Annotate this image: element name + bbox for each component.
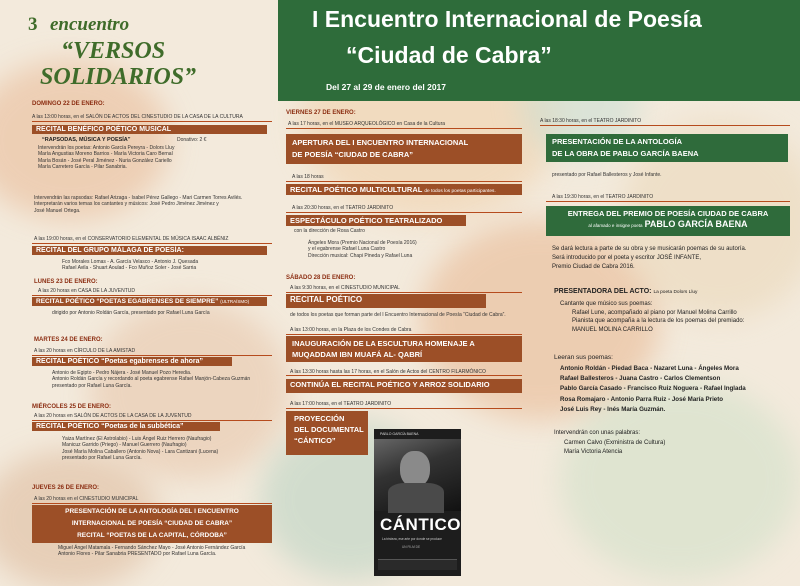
rapsodas-list: Intervendrán las rapsodas: Rafael Arizaga - Isabel Pérez Gallego - Mari Carmen Torres Avilés. Interpretarán varios temas los cantantes y músicos: José Pedro Jiménez Jiménez y José Manuel Ortega. (34, 195, 243, 214)
venue-thursday: A las 20 horas en el CINESTUDIO MUNICIPAL (34, 496, 139, 502)
cantico-poster (374, 429, 461, 576)
event-presentacion-antologia-i-encuentro: PRESENTACIÓN DE LA ANTOLOGÍA DEL I ENCUENTRO INTERNACIONAL DE POESÍA “CIUDAD DE CABRA” RECITAL “POETAS DE LA CAPITAL, CÓRDOBA” (32, 505, 272, 543)
readers-heading: Leeran sus poemas: (554, 354, 613, 361)
logo-title-line2: SOLIDARIOS” (40, 64, 197, 90)
venue-friday-3: A las 20:30 horas, en el TEATRO JARDINITO (292, 205, 394, 211)
event-recital-poetico-saturday: RECITAL POÉTICO (286, 294, 486, 308)
page-subtitle: “Ciudad de Cabra” (346, 42, 552, 68)
event-apertura: APERTURA DEL I ENCUENTRO INTERNACIONAL DE POESÍA “CIUDAD DE CABRA” (286, 134, 522, 164)
event-recital-benefico: RECITAL BENÉFICO POÉTICO MUSICAL (32, 125, 267, 134)
words-list: Carmen Calvo (Exministra de Cultura) María Victoria Atencia (564, 440, 666, 455)
venue-saturday-4: A las 17:00 horas, en el TEATRO JARDINITO (290, 401, 392, 407)
venue-saturday-1: A las 9:30 horas, en el CINESTUDIO MUNICIPAL (290, 285, 400, 291)
date-tuesday: MARTES 24 DE ENERO: (34, 337, 103, 343)
wednesday-poets-list: Yaiza Martínez (El Astrolabio) - Luis Ángel Ruiz Herrero (Naufragio) Manicuz Garrido (Priego) - Manuel Guerrero (Naufragio) José María Molina Caballero (Antonio Nova) - Lara Cantizani (Lucena) presentado por Rafael Luna García. (62, 436, 219, 462)
donation-label: Donativo: 2 € (177, 137, 207, 143)
music-credits: Cantante que músico sus poemas: Rafael Lune, acompañado al piano por Manuel Molina Carrillo Pianista que acompaña a la lectura de los poemas del premiado: MANUEL MOLINA CARRILLO (560, 301, 745, 333)
presenter-heading: PRESENTADORA DEL ACTO: La poeta Dolors Lluy (554, 288, 698, 295)
page-title: I Encuentro Internacional de Poesía (312, 6, 702, 32)
venue-friday-2: A las 18 horas (292, 174, 324, 180)
event-dates: Del 27 al 29 de enero del 2017 (326, 82, 447, 92)
event-arroz-solidario: CONTINÚA EL RECITAL POÉTICO Y ARROZ SOLIDARIO (286, 379, 522, 393)
date-thursday: JUEVES 26 DE ENERO: (32, 485, 100, 491)
words-heading: Intervendrán con unas palabras: (554, 430, 641, 436)
premio-description: Se dará lectura a parte de su obra y se musicarán poemas de su autoría. Será introducido por el poeta y escritor JOSÉ INFANTE, Premio Ciudad de Cabra 2016. (552, 246, 747, 270)
event-presentacion-antologia-garcia-baena: PRESENTACIÓN DE LA ANTOLOGÍA DE LA OBRA DE PABLO GARCÍA BAENA (546, 134, 788, 162)
event-grupo-malaga: RECITAL DEL GRUPO MÁLAGA DE POESÍA: (32, 246, 267, 255)
venue-monday: A las 20 horas en CASA DE LA JUVENTUD (38, 288, 135, 294)
event-entrega-premio: ENTREGA DEL PREMIO DE POESÍA CIUDAD DE CABRA al afamado e insigne poeta PABLO GARCÍA BAENA (546, 206, 790, 236)
poster-tagline: La tristeza, ese arte por donde se produce (382, 537, 442, 541)
venue-sunday-morning: A las 13:00 horas, en el SALÓN DE ACTOS DEL CINESTUDIO DE LA CASA DE LA CULTURA (32, 114, 243, 120)
portrait-photo (374, 439, 461, 511)
event-recital-benefico-subtitle: “RAPSODAS, MÚSICA Y POESÍA” (42, 137, 131, 143)
venue-tuesday: A las 20 horas en CÍRCULO DE LA AMISTAD (34, 348, 136, 354)
edition-word: encuentro (50, 14, 130, 35)
espectaculo-participants: Ángeles Mora (Premio Nacional de Poesía 2016) y el egabrense Rafael Luna Castro Dirección musical: Chapi Pineda y Rafael Luna (308, 240, 417, 259)
thursday-poets-list: Miguel Ángel Matamala - Fernando Sánchez Mayo - José Antonio Fernández García Antonio Flores - Pilar Sanabria PRESENTADO por Rafael Luna García. (58, 545, 246, 558)
venue-saturday-3: A las 13:30 horas hasta las 17 horas, en el Salón de Actos del CENTRO FILARMÓNICO (290, 369, 486, 375)
event-poetas-subbetica: RECITAL POÉTICO “Poetas de la subbética” (32, 422, 220, 431)
event-poetas-egabrenses-ahora: RECITAL POÉTICO “Poetas egabrenses de ahora” (32, 357, 232, 366)
poets-list-sunday: Intervendrán los poetas: Antonio García Pereyra - Dolors Lluy María Angustias Moreno Barrios - María Victoria Caro Bernal María Bosán - José Peral Jiménez - Nuria González Cariello María Carretero García - Pilar Sanabria. (38, 145, 175, 171)
event-recital-multicultural: RECITAL POÉTICO MULTICULTURAL de todos los poetas participantes. (286, 184, 522, 195)
event-logo (6, 8, 276, 94)
tuesday-poets-list: Antonio de Egipto - Pedro Nájera - José Manuel Pozo Heredia. Antonio Roldán García y recordando al poeta egabrense Rafael Manjón-Cabeza Guzmán presentado por Rafael Luna García. (52, 370, 251, 389)
event-poetas-egabrenses-siempre: RECITAL POÉTICO “POETAS EGABRENSES DE SIEMPRE” (ULTRAÍSMO) (32, 297, 267, 306)
venue-sunday-evening: A las 19:00 horas, en el CONSERVATORIO ELEMENTAL DE MÚSICA ISAAC ALBÉNIZ (34, 236, 229, 242)
edition-number: 3 (28, 14, 38, 35)
venue-saturday-6: A las 19:30 horas, en el TEATRO JARDINITO (552, 194, 654, 200)
venue-saturday-2: A las 13:00 horas, en la Plaza de los Condes de Cabra (290, 327, 412, 333)
venue-friday-1: A las 17 horas, en el MUSEO ARQUEOLÓGICO en Casa de la Cultura (288, 121, 446, 127)
date-saturday: SÁBADO 28 DE ENERO: (286, 275, 356, 281)
monday-director: dirigido por Antonio Roldán García, presentado por Rafael Luna García (52, 310, 210, 316)
venue-saturday-5: A las 18:30 horas, en el TEATRO JARDINITO (540, 118, 642, 124)
readers-list: Antonio Roldán - Piedad Baca - Nazaret Luna - Ángeles Mora Rafael Ballesteros - Juana Castro - Carlos Clementson Pablo García Casado - Francisco Ruiz Noguera - Rafael Inglada Rosa Romajaro - Antonio Parra Ruiz - José María Prieto José Luis Rey - Inés María Guzmán. (560, 365, 746, 413)
poster-title: CÁNTICO (380, 515, 461, 534)
logo-title-line1: “VERSOS (61, 38, 166, 64)
malaga-poets-list: Fco Morales Lomas - A. García Velasco - Antonio J. Quesada Rafael Avila - Shuart Aoulad - Fco Muñoz Soler - José Sarria (62, 259, 199, 272)
event-inauguracion-escultura: INAUGURACIÓN DE LA ESCULTURA HOMENAJE A MUQADDAM IBN MUAFÁ AL- QABRÍ (286, 336, 522, 362)
event-proyeccion-cantico: PROYECCIÓN DEL DOCUMENTAL “CÁNTICO” (286, 411, 368, 455)
date-friday: VIERNES 27 DE ENERO: (286, 110, 356, 116)
venue-wednesday: A las 20 horas en SALÓN DE ACTOS DE LA CASA DE LA JUVENTUD (34, 413, 192, 419)
espectaculo-director: con la dirección de Rosa Castro (294, 228, 365, 234)
poster-top-credit: PABLO GARCÍA BAENA (380, 432, 419, 436)
recital-saturday-desc: de todos los poetas que forman parte del I Encuentro Internacional de Poesía “Ciudad de Cabra”. (290, 312, 506, 318)
poster-film-credit: UN FILM DE (402, 545, 421, 549)
poster-logos-strip (378, 559, 457, 570)
date-sunday: DOMINGO 22 DE ENERO: (32, 101, 105, 107)
date-wednesday: MIÉRCOLES 25 DE ENERO: (32, 404, 112, 410)
event-espectaculo-teatralizado: ESPECTÁCULO POÉTICO TEATRALIZADO (286, 215, 466, 226)
date-monday: LUNES 23 DE ENERO: (34, 279, 98, 285)
page-header-banner (278, 0, 800, 101)
antologia-presenters: presentado por Rafael Ballesteros y José Infante. (552, 172, 662, 178)
